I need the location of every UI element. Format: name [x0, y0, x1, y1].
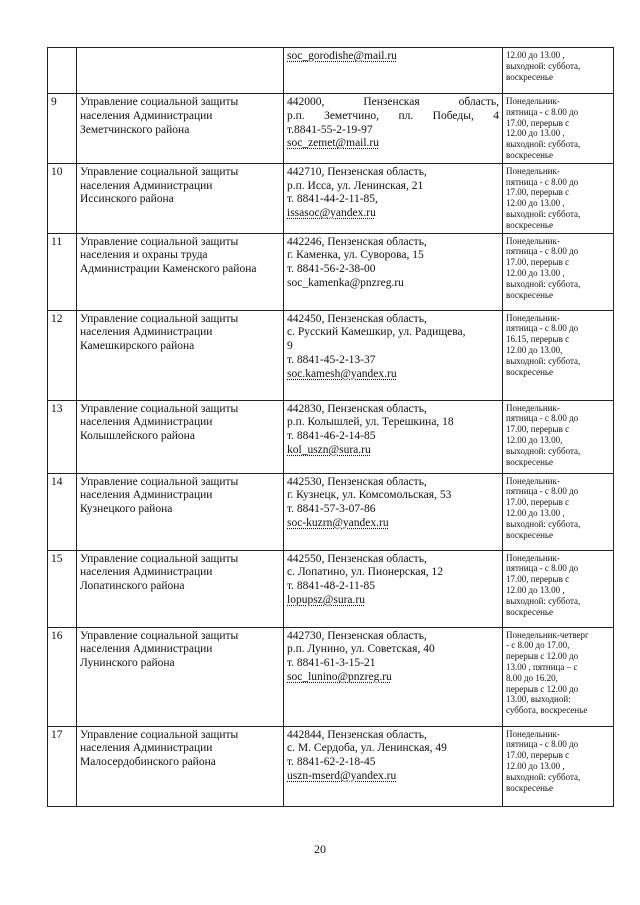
working-hours-line: Понедельник- — [506, 96, 560, 106]
working-hours — [503, 550, 614, 627]
email-link[interactable]: issasoc@yandex.ru — [287, 207, 376, 220]
working-hours — [503, 233, 614, 310]
working-hours — [503, 310, 614, 400]
working-hours-line: Понедельник- — [506, 552, 560, 563]
address-line: 442530, Пензенская область, — [287, 475, 427, 488]
address-line: т. 8841-46-2-14-85 — [287, 430, 376, 443]
working-hours-line: воскресенье — [506, 529, 554, 540]
email-link[interactable]: soc-kuzrn@yandex.ru — [287, 516, 389, 529]
working-hours-line: пятница - с 8.00 до — [506, 486, 579, 497]
row-number — [48, 48, 77, 94]
working-hours-line: 17.00, перерыв с — [506, 257, 570, 268]
office-address — [284, 627, 503, 726]
working-hours — [503, 94, 614, 164]
working-hours-line: 12.00 до 13.00 , — [506, 267, 565, 278]
working-hours-line: воскресенье — [506, 219, 554, 230]
office-address — [284, 94, 503, 164]
address-line: 442450, Пензенская область, — [287, 312, 427, 325]
working-hours-line: выходной: суббота, — [506, 595, 581, 606]
working-hours-line: Понедельник-четверг — [506, 629, 589, 640]
working-hours-line: воскресенье — [506, 289, 554, 300]
office-address — [284, 550, 503, 627]
address-line: с. Лопатино, ул. Пионерская, 12 — [287, 566, 444, 579]
table-row — [48, 550, 614, 627]
table-body — [48, 48, 614, 807]
address-line: г. Кузнецк, ул. Комсомольская, 53 — [287, 489, 452, 502]
address-line: г. Каменка, ул. Суворова, 15 — [287, 249, 424, 262]
office-name — [77, 627, 284, 726]
email-link[interactable]: kol_uszn@sura.ru — [287, 443, 371, 456]
address-line: т. 8841-48-2-11-85 — [287, 580, 376, 593]
working-hours-line: 12.00 до 13.00 , — [506, 507, 565, 518]
table-row — [48, 48, 614, 94]
address-line: с. Русский Камешкир, ул. Радищева, — [287, 326, 466, 339]
address-line: soc_kamenka@pnzreg.ru — [287, 276, 404, 289]
office-name — [77, 400, 284, 473]
address-line: т. 8841-57-3-07-86 — [287, 503, 376, 516]
office-name-line: Иссинского района — [80, 193, 174, 206]
address-word: Пензенская — [363, 96, 420, 108]
row-number: 12 — [48, 310, 77, 400]
working-hours-line: воскресенье — [506, 149, 554, 160]
working-hours-line: воскресенье — [506, 782, 554, 793]
row-number: 10 — [48, 163, 77, 233]
working-hours-line: выходной: суббота, — [506, 771, 581, 782]
table-row — [48, 94, 614, 164]
working-hours — [503, 400, 614, 473]
working-hours-line: выходной: суббота, — [506, 445, 581, 456]
social-protection-offices-table — [47, 47, 614, 807]
address-line: 442550, Пензенская область, — [287, 552, 427, 565]
office-name-line: Управление социальной защиты — [80, 728, 239, 741]
address-line: т. 8841-61-3-15-21 — [287, 657, 376, 670]
table-row — [48, 163, 614, 233]
table-row — [48, 627, 614, 726]
working-hours-line: выходной: суббота, — [506, 139, 581, 150]
working-hours-line: Понедельник- — [506, 235, 560, 246]
working-hours-line: Понедельник- — [506, 312, 560, 323]
working-hours-line: перерыв с 12.00 до — [506, 651, 579, 662]
office-name-line: Управление социальной защиты — [80, 165, 239, 178]
office-name-line: Управление социальной защиты — [80, 552, 239, 565]
office-name-line: Администрации Каменского района — [80, 263, 257, 276]
working-hours-line: 13.00, выходной: — [506, 694, 571, 705]
email-link[interactable]: uszn-mserd@yandex.ru — [287, 769, 397, 782]
address-line: т.8841-55-2-19-97 — [287, 123, 373, 136]
office-name-line: населения Администрации — [80, 326, 213, 339]
office-name-line: Кузнецкого района — [80, 503, 173, 516]
table-row — [48, 473, 614, 550]
row-number: 11 — [48, 233, 77, 310]
office-name — [77, 473, 284, 550]
working-hours-line: пятница - с 8.00 до — [506, 739, 579, 750]
working-hours-line: выходной: суббота, — [506, 355, 581, 366]
working-hours-line: Понедельник- — [506, 728, 560, 739]
working-hours-line: пятница - с 8.00 до — [506, 563, 579, 574]
office-name-line: населения Администрации — [80, 643, 213, 656]
office-name-line: Лопатинского района — [80, 580, 185, 593]
working-hours — [503, 473, 614, 550]
office-name-line: населения Администрации — [80, 179, 213, 192]
working-hours-line: 17.00, перерыв с — [506, 750, 570, 761]
office-name — [77, 48, 284, 94]
address-line: 442830, Пензенская область, — [287, 402, 427, 415]
office-name-line: Земетчинского района — [80, 123, 190, 136]
address-line: 442246, Пензенская область, — [287, 235, 427, 248]
email-link[interactable]: soc_gorodishe@mail.ru — [287, 50, 397, 62]
address-line: 9 — [287, 340, 293, 353]
working-hours-line: выходной: суббота, — [506, 518, 581, 529]
address-line: т. 8841-56-2-38-00 — [287, 263, 376, 276]
email-link[interactable]: soc_zemet@mail.ru — [287, 137, 380, 150]
office-name-line: населения и охраны труда — [80, 249, 208, 262]
office-name-line: Управление социальной защиты — [80, 402, 239, 415]
working-hours-line: - с 8.00 до 17.00, — [506, 640, 570, 651]
address-line: 442710, Пензенская область, — [287, 165, 427, 178]
table-row — [48, 233, 614, 310]
working-hours-line: пятница - с 8.00 до — [506, 413, 579, 424]
working-hours-line: суббота, воскресенье — [506, 705, 588, 716]
row-number: 13 — [48, 400, 77, 473]
office-address — [284, 163, 503, 233]
working-hours — [503, 726, 614, 806]
working-hours-line: 12.00 до 13.00 , — [506, 198, 565, 209]
address-word: Победы, — [432, 109, 474, 122]
working-hours-line: воскресенье — [506, 366, 554, 377]
office-name — [77, 94, 284, 164]
office-address — [284, 233, 503, 310]
address-line — [287, 96, 499, 110]
office-name-line: населения Администрации — [80, 566, 213, 579]
office-name — [77, 233, 284, 310]
office-name-line: Управление социальной защиты — [80, 96, 239, 108]
office-name-line: Малосердобинского района — [80, 756, 216, 769]
working-hours-line: перерыв с 12.00 до — [506, 683, 579, 694]
address-line: 442730, Пензенская область, — [287, 629, 427, 642]
working-hours-line: Понедельник- — [506, 475, 560, 486]
office-address — [284, 473, 503, 550]
address-line: р.п. Колышлей, ул. Терешкина, 18 — [287, 416, 454, 429]
office-name-line: населения Администрации — [80, 416, 213, 429]
office-address — [284, 310, 503, 400]
office-name-line: Лунинского района — [80, 657, 175, 670]
row-number: 14 — [48, 473, 77, 550]
office-name-line: Камешкирского района — [80, 340, 195, 353]
working-hours-line: выходной: суббота, — [506, 60, 581, 71]
address-line: т. 8841-45-2-13-37 — [287, 353, 376, 366]
email-link[interactable]: soc_lunino@pnzreg.ru — [287, 670, 392, 683]
working-hours-line: 12.00 до 13.00, — [506, 344, 563, 355]
address-line: 442844, Пензенская область, — [287, 728, 427, 741]
working-hours — [503, 163, 614, 233]
address-line: р.п. Исса, ул. Ленинская, 21 — [287, 179, 424, 192]
office-name-line: Управление социальной защиты — [80, 475, 239, 488]
working-hours-line: 17.00, перерыв с — [506, 117, 570, 128]
office-name — [77, 726, 284, 806]
row-number: 9 — [48, 94, 77, 164]
email-link[interactable]: lopupsz@sura.ru — [287, 593, 365, 606]
working-hours-line: воскресенье — [506, 456, 554, 467]
table-row — [48, 310, 614, 400]
office-name — [77, 550, 284, 627]
working-hours-line: пятница - с 8.00 до — [506, 176, 579, 187]
address-word: Земетчино, — [324, 109, 380, 122]
office-name-line: Управление социальной защиты — [80, 235, 239, 248]
working-hours-line: выходной: суббота, — [506, 278, 581, 289]
office-name-line: населения Администрации — [80, 489, 213, 502]
address-word: 4 — [493, 109, 499, 122]
working-hours-line: пятница - с 8.00 до — [506, 323, 579, 334]
working-hours-line: 17.00, перерыв с — [506, 574, 570, 585]
working-hours-line: 12.00 до 13.00 , — [506, 584, 565, 595]
email-link[interactable]: soc.kamesh@yandex.ru — [287, 367, 397, 380]
office-name-line: населения Администрации — [80, 109, 213, 122]
address-word: 442000, — [287, 96, 325, 108]
working-hours — [503, 48, 614, 94]
working-hours-line: 17.00, перерыв с — [506, 424, 570, 435]
working-hours — [503, 627, 614, 726]
address-word: р.п. — [287, 109, 305, 122]
row-number: 17 — [48, 726, 77, 806]
address-line: т. 8841-44-2-11-85, — [287, 193, 378, 206]
office-name — [77, 310, 284, 400]
address-line — [287, 110, 499, 124]
office-name-line: Колышлейского района — [80, 430, 195, 443]
working-hours-line: 16.15, перерыв с — [506, 334, 570, 345]
working-hours-line: 17.00, перерыв с — [506, 497, 570, 508]
office-name-line: Управление социальной защиты — [80, 629, 239, 642]
office-address — [284, 48, 503, 94]
address-word: область, — [458, 96, 499, 108]
address-line: р.п. Лунино, ул. Советская, 40 — [287, 643, 435, 656]
office-address — [284, 400, 503, 473]
office-address — [284, 726, 503, 806]
office-name-line: населения Администрации — [80, 742, 213, 755]
office-name-line: Управление социальной защиты — [80, 312, 239, 325]
working-hours-line: 13.00 , пятница – с — [506, 661, 578, 672]
table-row — [48, 400, 614, 473]
working-hours-line: 8.00 до 16.20, — [506, 672, 558, 683]
working-hours-line: 17.00, перерыв с — [506, 187, 570, 198]
row-number: 15 — [48, 550, 77, 627]
working-hours-line: Понедельник- — [506, 402, 560, 413]
address-word: пл. — [398, 109, 414, 122]
address-line: т. 8841-62-2-18-45 — [287, 756, 376, 769]
office-name — [77, 163, 284, 233]
row-number: 16 — [48, 627, 77, 726]
working-hours-line: 12.00 до 13.00, — [506, 434, 563, 445]
working-hours-line: 12.00 до 13.00 , — [506, 128, 565, 139]
page-number: 20 — [314, 842, 326, 856]
working-hours-line: воскресенье — [506, 606, 554, 617]
working-hours-line: пятница - с 8.00 до — [506, 246, 579, 257]
working-hours-line: 12.00 до 13.00 , — [506, 760, 565, 771]
working-hours-line: пятница - с 8.00 до — [506, 106, 579, 117]
working-hours-line: воскресенье — [506, 71, 554, 82]
working-hours-line: Понедельник- — [506, 165, 560, 176]
address-line: с. М. Сердоба, ул. Ленинская, 49 — [287, 742, 447, 755]
table-row — [48, 726, 614, 806]
working-hours-line: выходной: суббота, — [506, 208, 581, 219]
working-hours-line: 12.00 до 13.00 , — [506, 50, 565, 60]
